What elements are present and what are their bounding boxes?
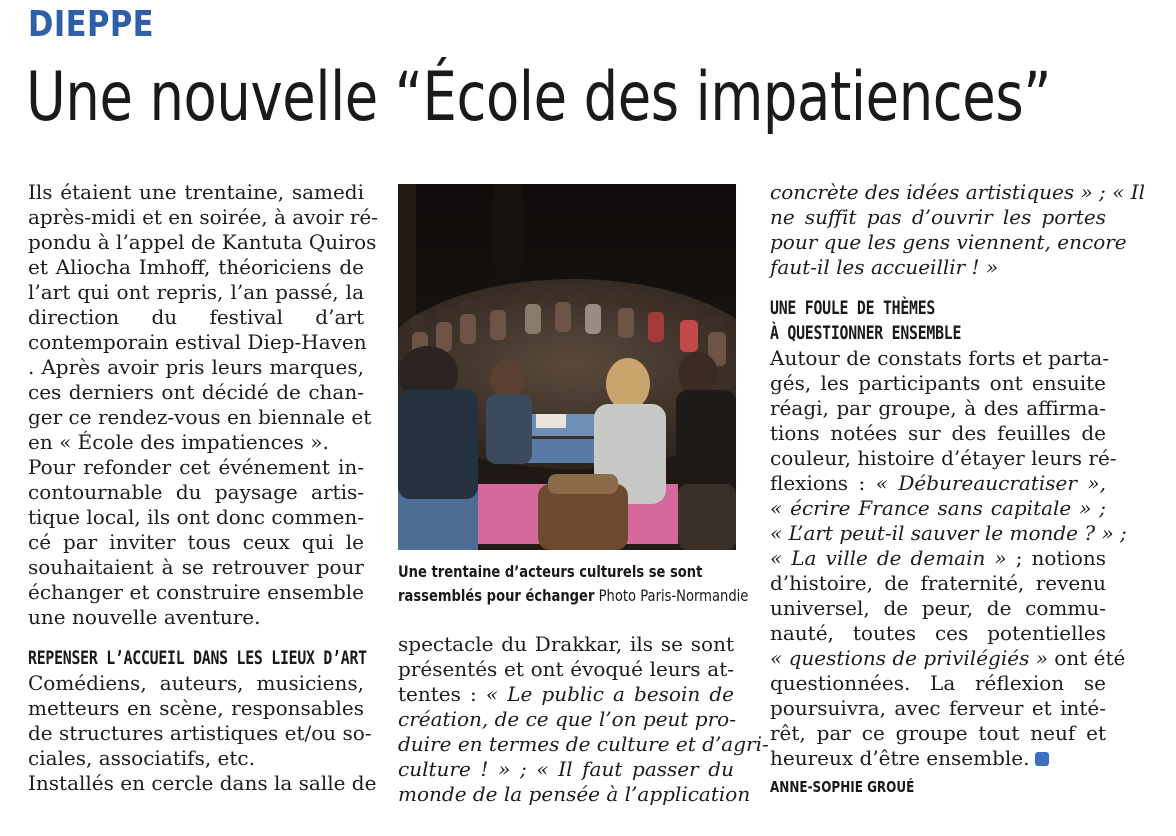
subheading-foule-line-1: UNE FOULE DE THÈMES [770,297,936,319]
quote-line: duire en termes de culture et d’agri- [398,732,769,756]
text-run: flexions : [770,471,876,495]
paragraph-2 [28,455,364,630]
article-column-1 [28,180,379,796]
section-kicker: DIEPPE [28,4,154,45]
text-line: rêt, par ce groupe tout neuf et [770,721,1106,745]
text-line: et Aliocha Imhoff, théoriciens de [28,255,364,279]
photo-illustration [398,184,736,550]
text-line: réagi, par groupe, à des affirma- [770,396,1106,420]
text-line: ger ce rendez-vous en biennale et [28,405,372,429]
subheading-foule-line-2: À QUESTIONNER ENSEMBLE [770,322,962,344]
text-line: ciales, associatifs, etc. [28,746,255,770]
quote-line: « L’art peut-il sauver le monde ? » ; [770,521,1127,545]
text-line: Installés en cercle dans la salle de [28,771,377,795]
text-line [770,746,1106,771]
text-line: direction du festival d’art [28,305,364,329]
photo-caption [398,560,749,608]
quote-line: ne suffit pas d’ouvrir les portes [770,205,1106,229]
text-line: cé par inviter tous ceux qui le [28,530,364,554]
text-line: l’art qui ont repris, l’an passé, la [28,280,364,304]
quote-run: « questions de privilégiés » [770,646,1055,670]
text-line: en « École des impatiences ». [28,430,329,454]
text-line: ces derniers ont décidé de chan- [28,380,364,404]
text-line: poursuivra, avec ferveur et inté- [770,696,1106,720]
text-run: ; notions [1015,546,1107,570]
text-run: heureux d’être ensemble. [770,746,1030,770]
quote-run: « La ville de demain » [770,546,1016,570]
text-line [770,471,1106,496]
quote-line: pour que les gens viennent, encore [770,230,1127,254]
text-line: pondu à l’appel de Kantuta Quiros [28,230,377,254]
text-line [398,682,734,707]
quote-run: « Le public a besoin de [485,682,734,706]
paragraph-1 [28,180,379,455]
text-line: Pour refonder cet événement in- [28,455,364,479]
quote-line: monde de la pensée à l’application [398,782,751,806]
quote-line: « écrire France sans capitale » ; [770,496,1106,520]
article-column-2 [398,632,769,807]
caption-text-line-2: rassemblés pour échanger [398,586,595,605]
quote-line: concrète des idées artistiques » ; « Il [770,180,1146,204]
text-line: questionnées. La réflexion se [770,671,1106,695]
text-line: contournable du paysage artis- [28,480,364,504]
caption-text: Une trentaine d’acteurs culturels se sont [398,562,703,581]
paragraph-3 [28,671,372,771]
text-line: d’histoire, de fraternité, revenu [770,571,1106,595]
quote-line: culture ! » ; « Il faut passer du [398,757,734,781]
article-headline: Une nouvelle “École des impatiences” [26,58,1052,137]
photo-credit: Photo Paris-Normandie [598,586,749,605]
text-line: spectacle du Drakkar, ils se sont [398,632,734,656]
text-line: couleur, histoire d’étayer leurs ré- [770,446,1117,470]
text-line: Autour de constats forts et parta- [770,346,1110,370]
end-of-article-icon [1035,752,1049,766]
article-photo [398,184,736,550]
text-line [770,646,1126,671]
text-run: tentes : [398,682,486,706]
text-line: tique local, ils ont donc commen- [28,505,364,529]
text-line: présentés et ont évoqué leurs at- [398,657,734,681]
text-line: tions notées sur des feuilles de [770,421,1106,445]
text-line: contemporain estival Diep-Haven [28,330,367,354]
text-line: gés, les participants ont ensuite [770,371,1106,395]
text-run: ont été [1054,646,1126,670]
text-line: échanger et construire ensemble [28,580,364,604]
text-line: souhaitaient à se retrouver pour [28,555,364,579]
text-line: Comédiens, auteurs, musiciens, [28,671,364,695]
author-signature: ANNE-SOPHIE GROUÉ [770,778,915,796]
article-column-3 [770,180,1146,797]
text-line: nauté, toutes ces potentielles [770,621,1106,645]
text-line: Ils étaient une trentaine, samedi [28,180,364,204]
text-line: de structures artistiques et/ou so- [28,721,372,745]
text-line: universel, de peur, de commu- [770,596,1106,620]
paragraph-4 [28,771,377,796]
text-line: . Après avoir pris leurs marques, [28,355,364,379]
quote-line: création, de ce que l’on peut pro- [398,707,736,731]
text-line: une nouvelle aventure. [28,605,261,629]
quote-run: « Débureaucratiser », [875,471,1106,495]
text-line: après-midi et en soirée, à avoir ré- [28,205,379,229]
subheading-repenser: REPENSER L’ACCUEIL DANS LES LIEUX D’ART [28,647,367,669]
quote-line: faut-il les accueillir ! » [770,255,999,279]
text-line: metteurs en scène, responsables [28,696,364,720]
text-line [770,546,1106,571]
